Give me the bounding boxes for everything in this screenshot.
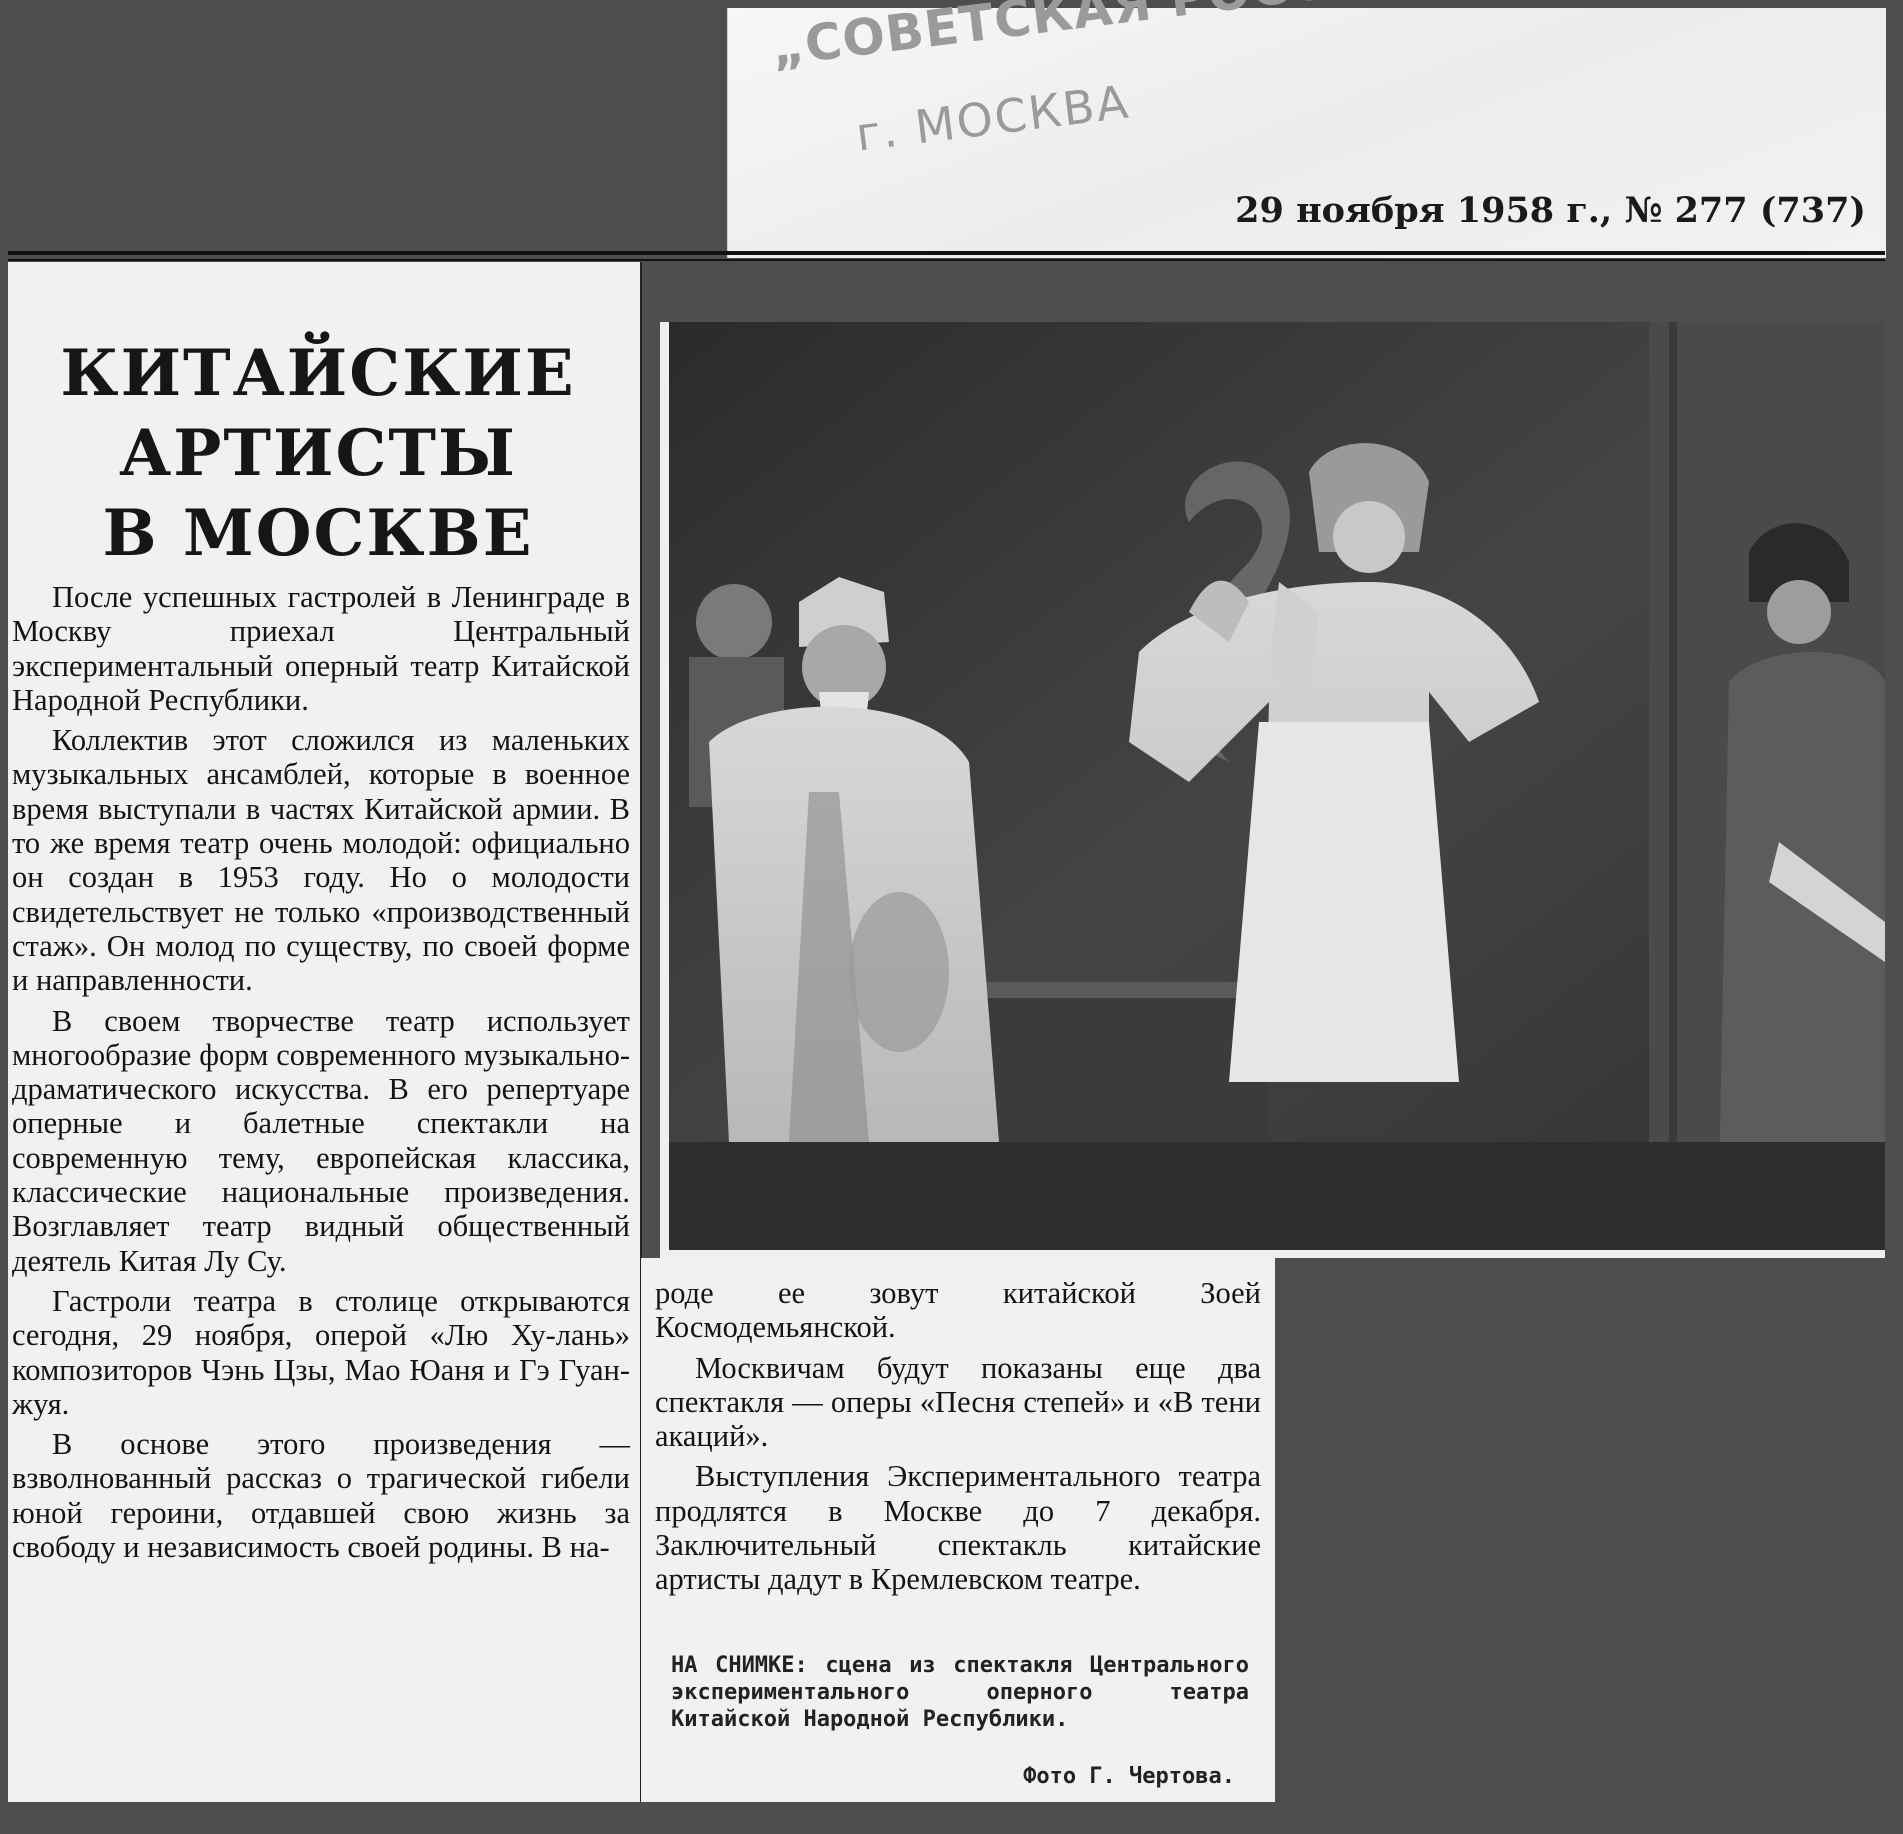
- article-left-column: [8, 262, 642, 1802]
- paragraph: Гастроли театра в столице открываются сегодня, 29 ноября, оперой «Лю Ху-лань» композиторов Чэнь Цзы, Мао Юаня и Гэ Гуан-жуя.: [12, 1283, 630, 1421]
- headline-line: АРТИСТЫ: [119, 416, 517, 491]
- newspaper-stamp-clipping: [727, 8, 1886, 258]
- paragraph: После успешных гастролей в Ленинграде в Москву приехал Центральный экспериментальный оперный театр Китайской Народной Республики.: [12, 580, 630, 717]
- article-body-left: [12, 580, 630, 1570]
- divider-rule: [8, 251, 1885, 255]
- headline-line: КИТАЙСКИЕ: [60, 336, 576, 411]
- paragraph: Коллектив этот сложился из маленьких музыкальных ансамблей, которые в военное время выступали в частях Китайской армии. В то же время театр очень молодой: официально он создан в 1953 году. Но о молодости свидетельствует не только «производственный стаж». Он молод по существу, по своей форме и направленности.: [12, 723, 630, 998]
- paragraph: В своем творчестве театр использует многообразие форм современного музыкально-драматического искусства. В его репертуаре оперные и балетные спектакли на современную тему, европейская классика, классические национальные произведения. Возглавляет театр видный общественный деятель Китая Лу Су.: [12, 1003, 630, 1278]
- article-body-right: [655, 1276, 1261, 1603]
- opera-scene-photo: [669, 322, 1885, 1250]
- photo-frame: [660, 322, 1885, 1258]
- article-headline: [38, 334, 598, 574]
- paragraph: В основе этого произведения — взволнованный рассказ о трагической гибели юной героини, отдавшей свою жизнь за свободу и независимость своей родины. В на-: [12, 1427, 630, 1565]
- photo-credit: Фото Г. Чертова.: [1023, 1764, 1235, 1789]
- opera-scene-illustration: [669, 322, 1885, 1250]
- issue-date: 29 ноября 1958 г., № 277 (737): [1235, 190, 1866, 231]
- headline-line: В МОСКВЕ: [102, 496, 534, 571]
- divider-rule: [8, 259, 1885, 261]
- newspaper-stamp-city: г. МОСКВА: [853, 74, 1133, 162]
- paragraph: Москвичам будут показаны еще два спектакля — оперы «Песня степей» и «В тени акаций».: [655, 1350, 1261, 1454]
- photo-caption: НА СНИМКЕ: сцена из спектакля Центрального экспериментального оперного театра Китайской Народной Республики.: [671, 1653, 1249, 1732]
- paragraph: Выступления Экспериментального театра продлятся в Москве до 7 декабря. Заключительный спектакль китайские артисты дадут в Кремлевском театре.: [655, 1459, 1261, 1597]
- paragraph: роде ее зовут китайской Зоей Космодемьянской.: [655, 1276, 1261, 1345]
- article-right-column: [641, 1258, 1275, 1802]
